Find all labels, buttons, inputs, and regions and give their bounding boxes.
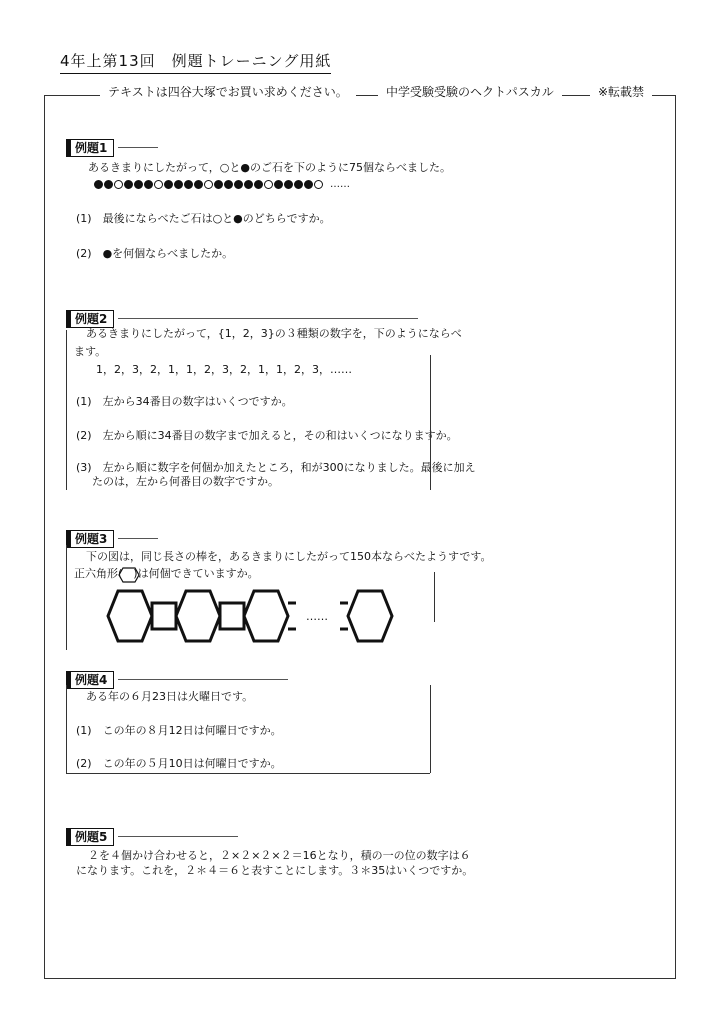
problem1-stone-sequence <box>94 179 350 190</box>
problem5-line1: ２を４個かけ合わせると，２×２×２×２＝16となり，積の一の位の数字は６ <box>88 849 471 862</box>
black-stone <box>134 180 143 189</box>
problem1-question1: (1) 最後にならべたご石は○と●のどちらですか。 <box>76 212 331 225</box>
white-stone <box>114 180 123 189</box>
white-stone <box>314 180 323 189</box>
black-stone <box>224 180 233 189</box>
black-stone <box>164 180 173 189</box>
problem4-box-bottom <box>66 773 430 774</box>
page-title: 4年上第13回 例題トレーニング用紙 <box>60 50 331 74</box>
problem4-label: 例題4 <box>66 671 114 689</box>
problem2-intro-line2: ます。 <box>74 345 107 358</box>
black-stone <box>284 180 293 189</box>
header-middle-text: 中学受験受験のヘクトパスカル <box>378 83 562 100</box>
problem5-label: 例題5 <box>66 828 114 846</box>
problem3-stick-figure <box>96 585 406 647</box>
black-stone <box>244 180 253 189</box>
problem4-box-left <box>66 685 67 773</box>
black-stone <box>294 180 303 189</box>
black-stone <box>94 180 103 189</box>
problem4-label-rule <box>118 679 288 680</box>
problem2-sequence: 1，2，3，2，1，1，2，3，2，1，1，2，3，…… <box>96 363 352 376</box>
black-stone <box>194 180 203 189</box>
black-stone <box>214 180 223 189</box>
problem4-question2: (2) この年の５月10日は何曜日ですか。 <box>76 757 282 770</box>
hexagon-icon <box>118 567 140 583</box>
black-stone <box>274 180 283 189</box>
problem3-box-left <box>66 545 67 650</box>
black-stone <box>104 180 113 189</box>
header-right-text: ※転載禁 <box>590 83 652 100</box>
black-stone <box>124 180 133 189</box>
black-stone <box>254 180 263 189</box>
problem2-question2: (2) 左から順に34番目の数字まで加えると，その和はいくつになりますか。 <box>76 429 458 442</box>
white-stone <box>154 180 163 189</box>
problem4-intro: ある年の６月23日は火曜日です。 <box>86 690 254 703</box>
problem2-question3-line1: (3) 左から順に数字を何個か加えたところ，和が300になりました。最後に加え <box>76 461 476 474</box>
problem1-intro: あるきまりにしたがって，○と●のご石を下のように75個ならべました。 <box>88 161 451 174</box>
problem2-intro-line1: あるきまりにしたがって，{1，2，3}の３種類の数字を，下のようにならべ <box>86 327 462 340</box>
problem3-intro-line1: 下の図は，同じ長さの棒を，あるきまりにしたがって150本ならべたようすです。 <box>86 550 492 563</box>
problem3-label-rule <box>118 538 158 539</box>
problem4-box-right <box>430 685 431 773</box>
problem5-line2: になります。これを，２＊４＝６と表すことにします。３＊35はいくつですか。 <box>76 864 474 877</box>
problem2-box-right <box>430 355 431 490</box>
problem3-label: 例題3 <box>66 530 114 548</box>
problem5-label-rule <box>118 836 238 837</box>
problem3-ellipsis: …… <box>306 610 328 623</box>
black-stone <box>174 180 183 189</box>
sequence-ellipsis: …… <box>330 179 350 190</box>
worksheet-frame <box>44 95 676 979</box>
problem2-question3-line2: たのは，左から何番目の数字ですか。 <box>92 475 279 488</box>
problem2-label: 例題2 <box>66 310 114 328</box>
problem1-label-rule <box>118 147 158 148</box>
problem1-label: 例題1 <box>66 139 114 157</box>
black-stone <box>234 180 243 189</box>
black-stone <box>184 180 193 189</box>
header-left-text: テキストは四谷大塚でお買い求めください。 <box>100 83 356 100</box>
problem3-intro-line2: 正六角形( )は何個できていますか。 <box>74 567 259 580</box>
white-stone <box>264 180 273 189</box>
problem2-label-rule <box>118 318 418 319</box>
problem2-question1: (1) 左から34番目の数字はいくつですか。 <box>76 395 293 408</box>
white-stone <box>204 180 213 189</box>
problem3-box-right <box>434 572 435 622</box>
problem4-question1: (1) この年の８月12日は何曜日ですか。 <box>76 724 282 737</box>
black-stone <box>144 180 153 189</box>
problem1-question2: (2) ●を何個ならべましたか。 <box>76 247 234 260</box>
black-stone <box>304 180 313 189</box>
problem2-box-left <box>66 330 67 490</box>
